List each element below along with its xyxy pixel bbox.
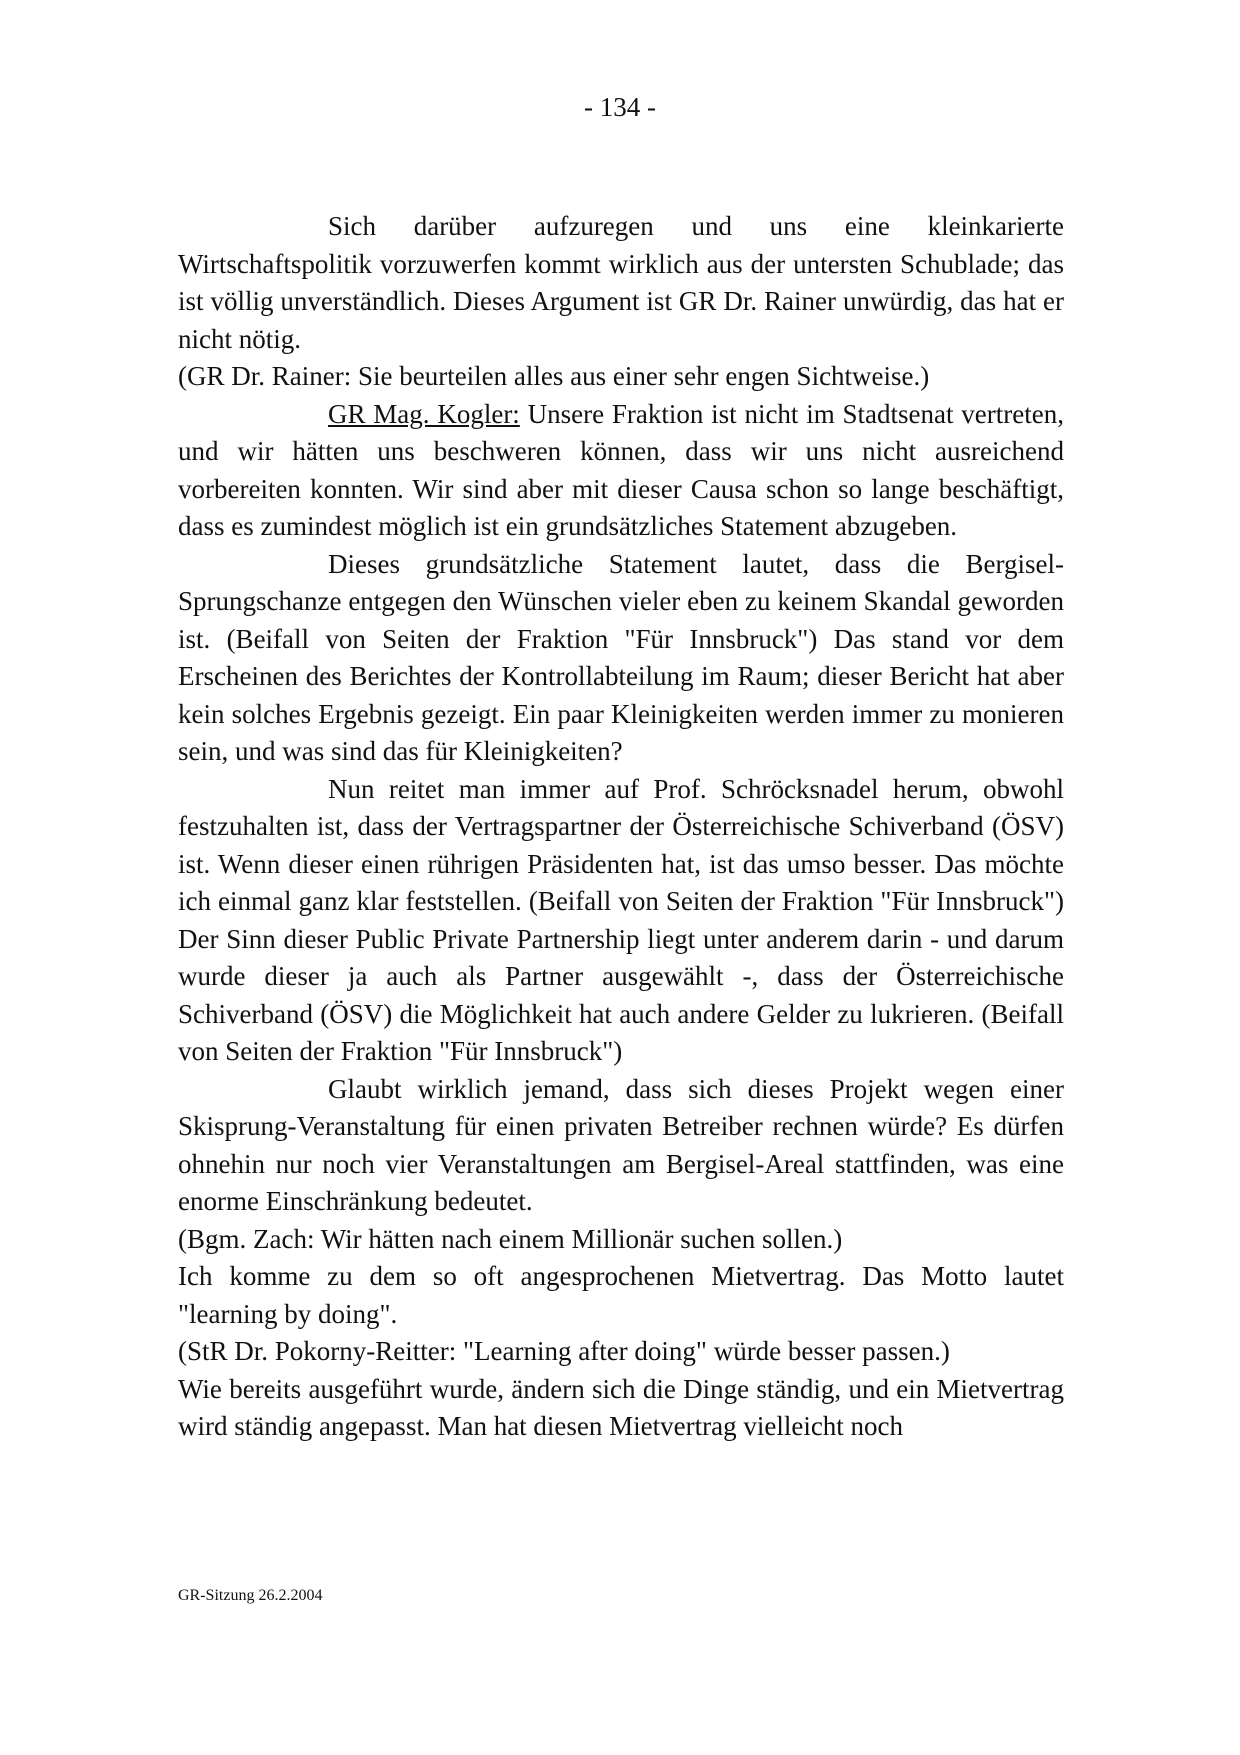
paragraph: Sich darüber aufzuregen und uns eine kleinkarierte Wirtschaftspolitik vorzuwerfen kommt wirklich aus der untersten Schublade; das ist völlig unverständlich. Dieses Argument ist GR Dr. Rainer unwürdig, das hat er nicht nötig.	[178, 211, 1064, 354]
page-number: - 134 -	[584, 92, 656, 122]
body-text	[178, 208, 1064, 1446]
paragraph	[178, 396, 1064, 546]
interjection: (Bgm. Zach: Wir hätten nach einem Millionär suchen sollen.)	[178, 1223, 843, 1254]
paragraph: Dieses grundsätzliche Statement lautet, dass die Bergisel-Sprungschanze entgegen den Wünschen vieler eben zu keinem Skandal geworden ist. (Beifall von Seiten der Fraktion "Für Innsbruck") Das stand vor dem Erscheinen des Berichtes der Kontrollabteilung im Raum; dieser Bericht hat aber kein solches Ergebnis gezeigt. Ein paar Kleinigkeiten werden immer zu monieren sein, und was sind das für Kleinigkeiten?	[178, 548, 1064, 766]
paragraph: Glaubt wirklich jemand, dass sich dieses Projekt wegen einer Skisprung-Veranstaltung für einen privaten Betreiber rechnen würde? Es dürfen ohnehin nur noch vier Veranstaltungen am Bergisel-Areal stattfinden, was eine enorme Einschränkung bedeutet.	[178, 1073, 1064, 1216]
paragraph: Ich komme zu dem so oft angesprochenen Mietvertrag. Das Motto lautet "learning by doing".	[178, 1261, 1064, 1329]
interjection: (StR Dr. Pokorny-Reitter: "Learning after doing" würde besser passen.)	[178, 1336, 950, 1366]
paragraph: Wie bereits ausgeführt wurde, ändern sich die Dinge ständig, und ein Mietvertrag wird ständig angepasst. Man hat diesen Mietvertrag vielleicht noch	[178, 1373, 1064, 1441]
speaker-name: GR Mag. Kogler:	[328, 398, 520, 429]
interjection: (GR Dr. Rainer: Sie beurteilen alles aus einer sehr engen Sichtweise.)	[178, 361, 930, 391]
page-footer: GR-Sitzung 26.2.2004	[178, 1587, 323, 1604]
paragraph: Nun reitet man immer auf Prof. Schröcksnadel herum, obwohl festzuhalten ist, dass der Vertragspartner der Österreichische Schiverband (ÖSV) ist. Wenn dieser einen rührigen Präsidenten hat, ist das umso besser. Das möchte ich einmal ganz klar feststellen. (Beifall von Seiten der Fraktion "Für Innsbruck") Der Sinn dieser Public Private Partnership liegt unter anderem darin - und darum wurde dieser ja auch als Partner ausgewählt -, dass der Österreichische Schiverband (ÖSV) die Möglichkeit hat auch andere Gelder zu lukrieren. (Beifall von Seiten der Fraktion "Für Innsbruck")	[178, 773, 1064, 1066]
speech-text: Unsere Fraktion ist nicht im Stadtsenat vertreten, und wir hätten uns beschweren können, dass wir uns nicht ausreichend vorbereiten konnten. Wir sind aber mit dieser Causa schon so lange beschäftigt, dass es zumindest möglich ist ein grundsätzliches Statement abzugeben.	[178, 398, 1064, 541]
